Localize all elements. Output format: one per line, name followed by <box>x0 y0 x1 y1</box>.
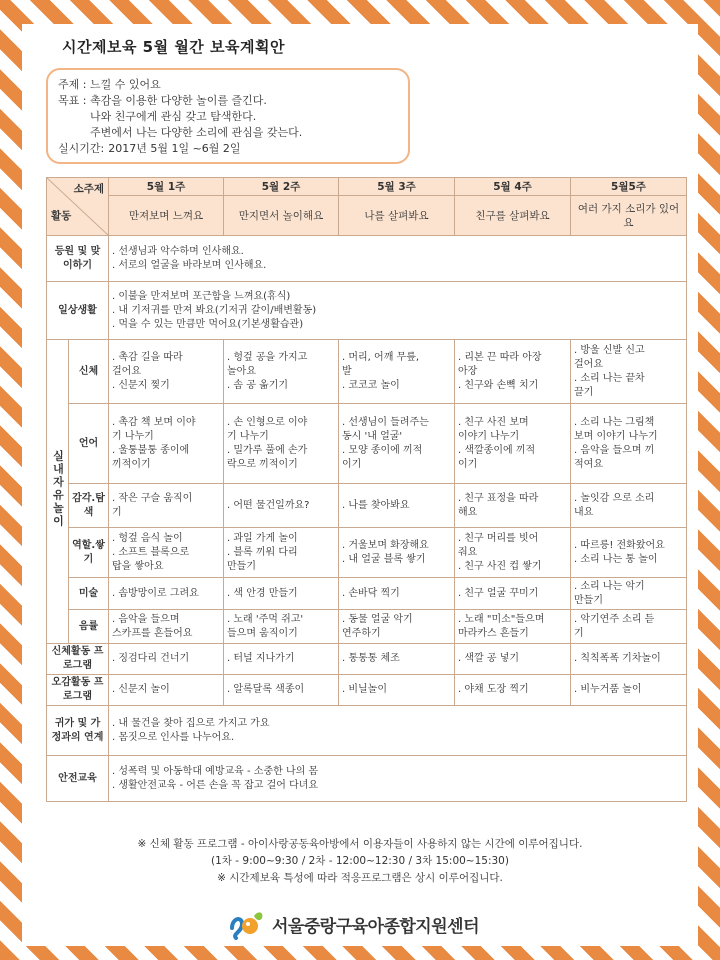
center-logo-icon <box>228 908 266 940</box>
sensory-cell: . 야채 도장 찍기 <box>455 675 571 706</box>
home-link-label: 귀가 및 가정과의 연계 <box>47 706 109 756</box>
safety-line: . 생활안전교육 - 어른 손을 꼭 잡고 걸어 다녀요 <box>112 779 319 791</box>
cell-line: . 어떤 물건일까요? <box>227 499 310 511</box>
home-line: . 몸짓으로 인사를 나누어요. <box>112 731 235 743</box>
safety-label: 안전교육 <box>47 756 109 802</box>
sensory-program-label: 오감활동 프로그램 <box>47 675 109 706</box>
daily-content <box>109 282 687 340</box>
cell-line: 이기 <box>458 458 478 470</box>
goal-item: 주변에서 나는 다양한 소리에 관심을 갖는다. <box>90 126 303 139</box>
sensory-cell: . 신문지 놀이 <box>109 675 224 706</box>
cell-line: . 소리 나는 통 놀이 <box>574 553 658 565</box>
cell-line: . 밀가루 풀에 손가 <box>227 444 308 456</box>
indoor-cell <box>339 404 455 484</box>
physical-cell: . 징검다리 건너기 <box>109 644 224 675</box>
center-name: 서울중랑구육아종합지원센터 <box>272 916 479 937</box>
week-header: 5월 3주 <box>339 178 455 196</box>
goal-item: 나와 친구에게 관심 갖고 탐색한다. <box>90 110 257 123</box>
page-title: 시간제보육 5월 월간 보육계획안 <box>62 38 285 56</box>
indoor-sub-label: 언어 <box>69 404 109 484</box>
cell-line: 적여요 <box>574 458 603 470</box>
footnote: ※ 신체 활동 프로그램 - 아이사랑공동육아방에서 이용자들이 사용하지 않는 시간에 이루어집니다. <box>137 838 583 850</box>
indoor-cell <box>339 484 455 528</box>
footnotes <box>22 836 698 887</box>
corner-subtopic-label: 소주제 <box>73 183 104 195</box>
week-topic: 만지면서 놀이해요 <box>224 196 339 236</box>
indoor-cell <box>339 578 455 610</box>
cell-line: 만들기 <box>227 560 256 572</box>
indoor-sub-label: 미술 <box>69 578 109 610</box>
cell-line: 만들기 <box>574 594 603 606</box>
cell-line: . 소리 나는 악기 <box>574 580 645 592</box>
week-header: 5월5주 <box>571 178 687 196</box>
indoor-cell <box>224 340 339 404</box>
indoor-cell <box>339 610 455 644</box>
cell-line: . 헝겊 공을 가지고 <box>227 351 308 363</box>
cell-line: 기 <box>112 506 122 518</box>
cell-line: 이기 <box>342 458 362 470</box>
plan-table <box>46 177 687 802</box>
physical-cell: . 터널 지나가기 <box>224 644 339 675</box>
cell-line: . 코코코 놀이 <box>342 379 400 391</box>
physical-cell: . 색깔 공 넣기 <box>455 644 571 675</box>
cell-line: 연주하기 <box>342 627 381 639</box>
cell-line: . 솜방망이로 그려요 <box>112 587 199 599</box>
cell-line: . 선생님이 들려주는 <box>342 416 429 428</box>
cell-line: . 소프트 블록으로 <box>112 546 190 558</box>
week-header: 5월 4주 <box>455 178 571 196</box>
cell-line: . 색 안경 만들기 <box>227 587 298 599</box>
home-link-content <box>109 706 687 756</box>
indoor-play-label: 실내자유놀이 <box>47 340 69 644</box>
cell-line: . 작은 구슬 움직이 <box>112 492 193 504</box>
plan-sheet <box>22 24 698 946</box>
indoor-cell <box>571 340 687 404</box>
indoor-cell <box>109 404 224 484</box>
cell-line: . 동물 얼굴 악기 <box>342 613 413 625</box>
indoor-cell <box>455 484 571 528</box>
indoor-sub-label: 역할.쌓기 <box>69 528 109 578</box>
cell-line: . 블록 끼워 다리 <box>227 546 298 558</box>
safety-line: . 성폭력 및 아동학대 예방교육 - 소중한 나의 몸 <box>112 765 319 777</box>
cell-line: . 친구 사진 보며 <box>458 416 529 428</box>
arrival-line: . 서로의 얼굴을 바라보며 인사해요. <box>112 259 267 271</box>
cell-line: 내요 <box>574 506 594 518</box>
goal-item: 촉감을 이용한 다양한 놀이를 즐긴다. <box>90 94 267 107</box>
cell-line: . 친구 표정을 따라 <box>458 492 539 504</box>
indoor-sub-label: 신체 <box>69 340 109 404</box>
arrival-content <box>109 236 687 282</box>
cell-line: . 방울 신발 신고 <box>574 344 645 356</box>
physical-program-label: 신체활동 프로그램 <box>47 644 109 675</box>
cell-line: 락으로 끼적이기 <box>227 458 298 470</box>
period-row <box>58 141 398 157</box>
goal-label: 목표 : <box>58 94 87 107</box>
indoor-cell <box>571 484 687 528</box>
indoor-cell <box>571 404 687 484</box>
cell-line: . 악기연주 소리 듣 <box>574 613 655 625</box>
indoor-cell <box>571 578 687 610</box>
cell-line: 기 <box>574 627 584 639</box>
cell-line: 보며 이야기 나누기 <box>574 430 658 442</box>
indoor-cell <box>224 610 339 644</box>
cell-line: 발 <box>342 365 352 377</box>
cell-line: . 소리 나는 그림책 <box>574 416 655 428</box>
indoor-cell <box>109 578 224 610</box>
indoor-cell <box>109 610 224 644</box>
cell-line: 아장 <box>458 365 478 377</box>
cell-line: . 노래 "미소"들으며 <box>458 613 545 625</box>
cell-line: . 머리, 어깨 무릎, <box>342 351 420 363</box>
topic-label: 주제 : <box>58 78 87 91</box>
daily-line: . 이불을 만져보며 포근함을 느껴요(휴식) <box>112 290 291 302</box>
cell-line: 끼적이기 <box>112 458 151 470</box>
daily-line: . 먹을 수 있는 만큼만 먹어요(기본생활습관) <box>112 318 304 330</box>
cell-line: . 리본 끈 따라 아장 <box>458 351 542 363</box>
cell-line: . 거울보며 화장해요 <box>342 539 429 551</box>
week-topic: 여러 가지 소리가 있어요 <box>571 196 687 236</box>
sensory-cell: . 비누거품 놀이 <box>571 675 687 706</box>
indoor-cell <box>571 528 687 578</box>
indoor-cell <box>455 610 571 644</box>
indoor-cell <box>571 610 687 644</box>
corner-activity-label: 활동 <box>51 210 72 222</box>
indoor-sub-label: 음률 <box>69 610 109 644</box>
cell-line: . 내 얼굴 블록 쌓기 <box>342 553 426 565</box>
cell-line: . 헝겊 음식 놀이 <box>112 532 183 544</box>
indoor-cell <box>224 528 339 578</box>
indoor-cell <box>455 578 571 610</box>
cell-line: . 솜 공 옮기기 <box>227 379 289 391</box>
week-topic: 나를 살펴봐요 <box>339 196 455 236</box>
indoor-cell <box>109 528 224 578</box>
cell-line: . 따르릉! 전화왔어요 <box>574 539 665 551</box>
cell-line: . 나를 찾아봐요 <box>342 499 410 511</box>
period-value: 2017년 5월 1일 ~6월 2일 <box>108 142 241 155</box>
cell-line: . 촉감 길을 따라 <box>112 351 183 363</box>
indoor-cell <box>455 528 571 578</box>
cell-line: 스카프를 흔들어요 <box>112 627 193 639</box>
cell-line: . 촉감 책 보며 이야 <box>112 416 196 428</box>
safety-content <box>109 756 687 802</box>
center-logo <box>228 908 479 940</box>
cell-line: . 손바닥 찍기 <box>342 587 400 599</box>
week-topic: 친구를 살펴봐요 <box>455 196 571 236</box>
cell-line: 줘요 <box>458 546 478 558</box>
period-label: 실시기간: <box>58 142 105 155</box>
cell-line: . 음악을 들으며 <box>112 613 180 625</box>
indoor-cell <box>224 484 339 528</box>
cell-line: 기 나누기 <box>227 430 269 442</box>
goal-row <box>58 93 398 141</box>
cell-line: 이야기 나누기 <box>458 430 520 442</box>
cell-line: 해요 <box>458 506 478 518</box>
cell-line: . 신문지 찢기 <box>112 379 170 391</box>
cell-line: 걸어요 <box>112 365 141 377</box>
cell-line: . 소리 나는 끝차 <box>574 372 645 384</box>
week-topic: 만져보며 느껴요 <box>109 196 224 236</box>
cell-line: . 친구 사진 컵 쌓기 <box>458 560 542 572</box>
cell-line: 동시 '내 얼굴' <box>342 430 403 442</box>
cell-line: . 울퉁불퉁 종이에 <box>112 444 190 456</box>
indoor-sub-label: 감각.탐색 <box>69 484 109 528</box>
table-corner <box>47 178 109 236</box>
cell-line: . 노래 '주먹 쥐고' <box>227 613 304 625</box>
arrival-label: 등원 및 맞이하기 <box>47 236 109 282</box>
cell-line: . 친구 얼굴 꾸미기 <box>458 587 539 599</box>
cell-line: . 친구 머리를 빗어 <box>458 532 539 544</box>
home-line: . 내 물건을 찾아 집으로 가지고 가요 <box>112 717 270 729</box>
cell-line: 기 나누기 <box>112 430 154 442</box>
cell-line: . 음악을 들으며 끼 <box>574 444 655 456</box>
week-header: 5월 1주 <box>109 178 224 196</box>
indoor-cell <box>109 484 224 528</box>
cell-line: 마라카스 흔들기 <box>458 627 529 639</box>
indoor-cell <box>224 578 339 610</box>
topic-value: 느낄 수 있어요 <box>90 78 161 91</box>
cell-line: 끌기 <box>574 386 594 398</box>
cell-line: 놀아요 <box>227 365 256 377</box>
indoor-cell <box>339 528 455 578</box>
indoor-cell <box>109 340 224 404</box>
arrival-line: . 선생님과 악수하며 인사해요. <box>112 245 244 257</box>
indoor-cell <box>224 404 339 484</box>
indoor-cell <box>455 340 571 404</box>
physical-cell: . 칙칙폭폭 기차놀이 <box>571 644 687 675</box>
daily-label: 일상생활 <box>47 282 109 340</box>
physical-cell: . 통통통 체조 <box>339 644 455 675</box>
week-header: 5월 2주 <box>224 178 339 196</box>
cell-line: . 친구와 손뼉 치기 <box>458 379 539 391</box>
sensory-cell: . 알록달록 색종이 <box>224 675 339 706</box>
footnote: (1차 - 9:00~9:30 / 2차 - 12:00~12:30 / 3차 15:00~15:30) <box>211 855 509 867</box>
footnote: ※ 시간제보육 특성에 따라 적응프로그램은 상시 이루어집니다. <box>217 872 503 884</box>
cell-line: 걸어요 <box>574 358 603 370</box>
theme-box <box>46 68 410 164</box>
cell-line: 탑을 쌓아요 <box>112 560 164 572</box>
topic-row <box>58 77 398 93</box>
sensory-cell: . 비닐놀이 <box>339 675 455 706</box>
indoor-cell <box>339 340 455 404</box>
daily-line: . 내 기저귀를 만져 봐요(기저귀 갈이/배변활동) <box>112 304 317 316</box>
cell-line: . 모양 종이에 끼적 <box>342 444 423 456</box>
indoor-cell <box>455 404 571 484</box>
cell-line: . 손 인형으로 이야 <box>227 416 308 428</box>
cell-line: . 과일 가게 놀이 <box>227 532 298 544</box>
cell-line: 들으며 움직이기 <box>227 627 298 639</box>
cell-line: . 색깔종이에 끼적 <box>458 444 536 456</box>
cell-line: . 놀잇감 으로 소리 <box>574 492 655 504</box>
